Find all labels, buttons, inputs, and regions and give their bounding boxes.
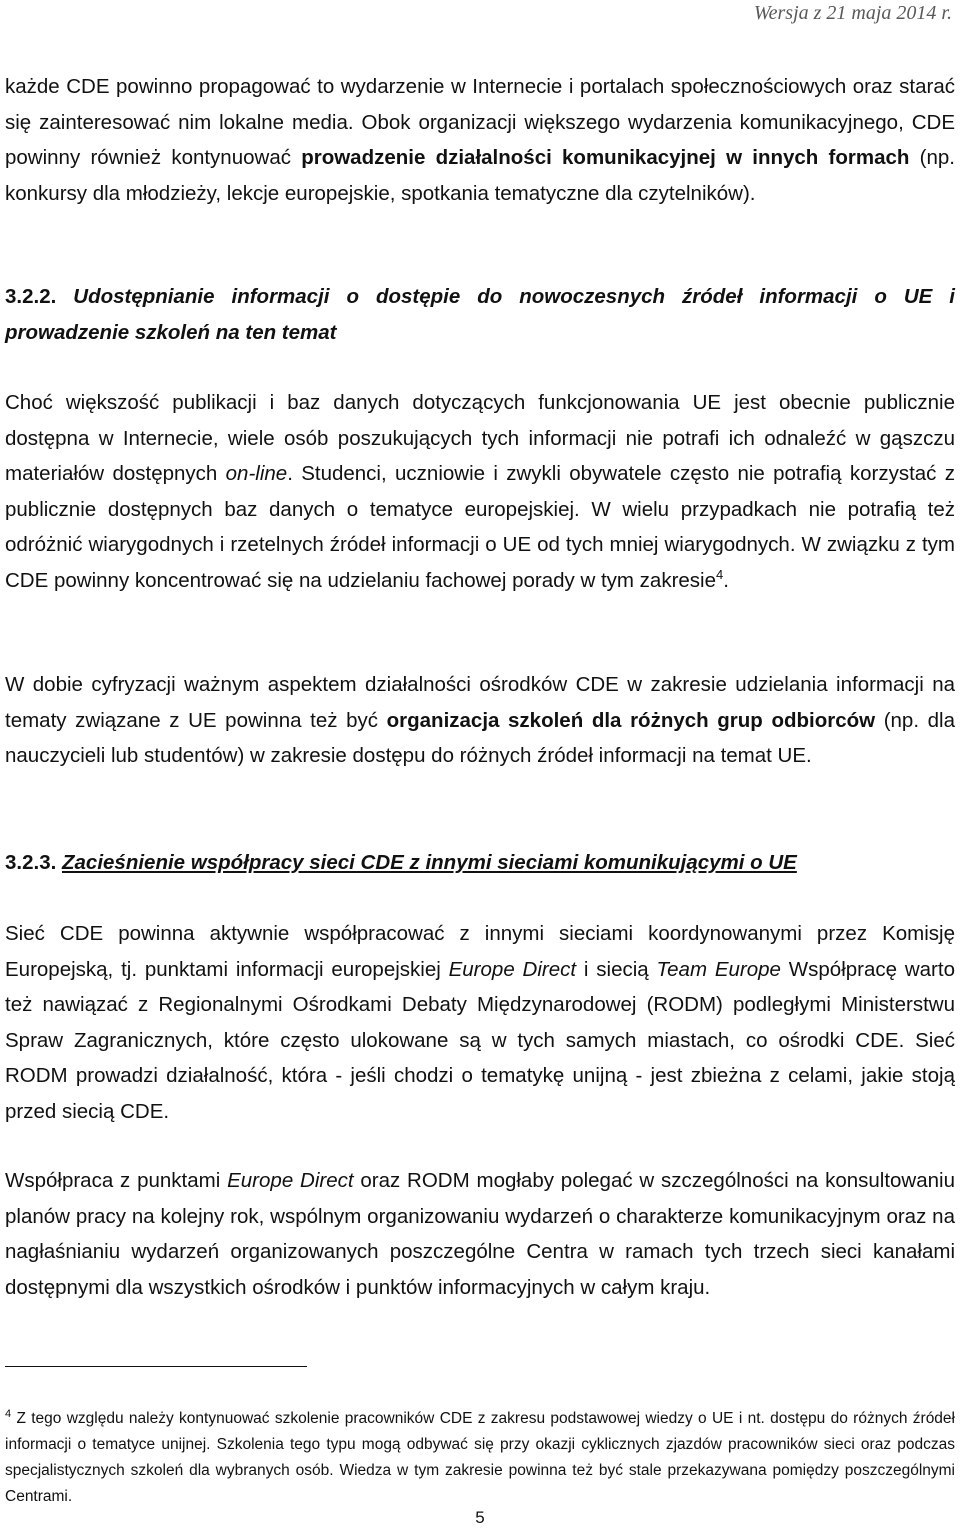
bold-phrase: organizacja szkoleń dla różnych grup odbiorców (386, 708, 876, 732)
paragraph-text: W dobie cyfryzacji ważnym aspektem działalności ośrodków CDE w zakresie udzielania informacji na tematy związane z UE powinna też być (5, 673, 955, 732)
paragraph-text: . (723, 568, 729, 592)
paragraph-text: Współpraca z punktami (5, 1169, 228, 1192)
paragraph-network-cooperation (5, 916, 955, 1129)
paragraph-text: Współpracę warto też nawiązać z Regionalnymi Ośrodkami Debaty Międzynarodowej (RODM) podległymi Ministerstwu Spraw Zagranicznych, które często ulokowane są w tych samych miastach, co ośrodki CDE. Sieć RODM prowadzi działalność, która - jeśli chodzi o tematykę unijną - jest zbieżna z celami, jakie stoją przed siecią CDE. (5, 957, 955, 1123)
italic-term: Europe Direct (227, 1169, 354, 1192)
footnote-separator (5, 1366, 307, 1367)
paragraph-text: i siecią (576, 957, 657, 981)
paragraph-training (5, 667, 955, 774)
section-number: 3.2.3. (5, 851, 57, 874)
paragraph-text: (np. konkursy dla młodzieży, lekcje europejskie, spotkania tematyczne dla czytelników). (5, 146, 955, 205)
italic-term: Team Europe (656, 957, 781, 981)
paragraph-text: każde CDE powinno propagować to wydarzenie w Internecie i portalach społecznościowych oraz starać się zainteresować nim lokalne media. Obok organizacji większego wydarzenia komunikacyjnego, CDE powinny również kontynuować (5, 75, 955, 169)
paragraph-text: . Studenci, uczniowie i zwykli obywatele często nie potrafią korzystać z publicznie dostępnych baz danych o tematyce europejskiej. W wielu przypadkach nie potrafią też odróżnić wiarygodnych i rzetelnych źródeł informacji o UE od tych mniej wiarygodnych. W związku z tym CDE powinny koncentrować się na udzielaniu fachowej porady w tym zakresie (5, 462, 955, 592)
footnote-mark: 4 (5, 1407, 12, 1420)
version-header: Wersja z 21 maja 2014 r. (753, 2, 952, 24)
paragraph-text: Choć większość publikacji i baz danych dotyczących funkcjonowania UE jest obecnie publicznie dostępna w Internecie, wiele osób poszukujących tych informacji nie potrafi ich odnaleźć w gąszczu materiałów dostępnych (5, 391, 955, 485)
paragraph-text: oraz RODM mogłaby polegać w szczególności na konsultowaniu planów pracy na kolejny rok, wspólnym organizowaniu wydarzeń o charakterze komunikacyjnym oraz na nagłaśnianiu wydarzeń organizowanych poszczególne Centra w ramach tych trzech sieci kanałami dostępnymi dla wszystkich ośrodków i punktów informacyjnych w całym kraju. (5, 1169, 955, 1299)
bold-phrase: prowadzenie działalności komunikacyjnej w innych formach (301, 146, 910, 169)
paragraph-text: (np. dla nauczycieli lub studentów) w zakresie dostępu do różnych źródeł informacji na temat UE. (5, 708, 955, 767)
italic-term: on-line (225, 462, 288, 485)
section-heading-3-2-2 (5, 279, 955, 350)
footnote-reference[interactable]: 4 (716, 566, 724, 582)
section-title: Udostępnianie informacji o dostępie do nowoczesnych źródeł informacji o UE i prowadzenie szkoleń na ten temat (5, 285, 955, 344)
section-title: Zacieśnienie współpracy sieci CDE z innymi sieciami komunikującymi o UE (62, 851, 797, 874)
paragraph-europe-direct-cooperation (5, 1163, 955, 1305)
footnote-text: Z tego względu należy kontynuować szkolenie pracowników CDE z zakresu podstawowej wiedzy o UE i nt. dostępu do różnych źródeł informacji o tematyce unijnej. Szkolenia tego typu mogą odbywać się przy okazji cyklicznych zjazdów pracowników sieci oraz podczas specjalistycznych szkoleń dla wybranych osób. Wiedza w tym zakresie powinna też być stale przekazywana pomiędzy poszczególnymi Centrami. (5, 1410, 955, 1505)
page-number: 5 (475, 1508, 485, 1527)
paragraph-communication-activities (5, 69, 955, 211)
paragraph-online-sources (5, 385, 955, 598)
paragraph-text: Sieć CDE powinna aktywnie współpracować z innymi sieciami koordynowanymi przez Komisję Europejską, tj. punktami informacji europejskiej (5, 922, 955, 981)
footnote-4 (5, 1406, 955, 1510)
section-heading-3-2-3 (5, 845, 955, 881)
section-number: 3.2.2. (5, 285, 57, 308)
italic-term: Europe Direct (448, 957, 577, 981)
